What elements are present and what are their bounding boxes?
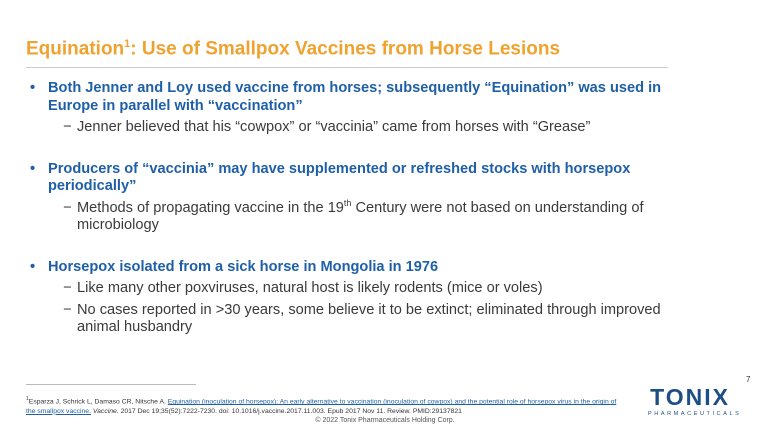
sub-bullet-2-1-sup: th: [343, 197, 352, 208]
title-footnote-marker: 1: [124, 38, 131, 50]
sub-bullet-2-1-before: Methods of propagating vaccine in the 19: [77, 199, 344, 216]
title-text: Equination: [26, 38, 125, 60]
sub-bullet-1-1-text: Jenner believed that his “cowpox” or “vaccinia” came from horses with “Grease”: [77, 119, 591, 135]
sub-bullet-2-1: [30, 197, 670, 235]
bullet-3: [30, 259, 670, 277]
footnote-divider: [26, 384, 196, 385]
logo-subtitle: PHARMACEUTICALS: [648, 411, 742, 417]
bullet-dot: •: [30, 160, 36, 177]
sub-bullet-3-1-text: Like many other poxviruses, natural host is likely rodents (mice or voles): [77, 280, 543, 296]
footnote-journal: Vaccine.: [90, 407, 119, 415]
title-divider: [26, 67, 668, 68]
bullet-dot: •: [30, 80, 36, 96]
bullet-3-text: Horsepox isolated from a sick horse in Mongolia in 1976: [48, 258, 439, 275]
sub-bullet-1-1: [30, 119, 670, 137]
sub-bullet-3-1: [30, 280, 670, 298]
title-rest: : Use of Smallpox Vaccines from Horse Lesions: [130, 38, 561, 60]
tonix-logo: [648, 384, 742, 424]
slide-title: [26, 38, 560, 60]
bullet-dot: •: [30, 258, 36, 275]
sub-bullet-3-2-text: No cases reported in >30 years, some believe it to be extinct; eliminated through improved animal husbandry: [77, 301, 661, 335]
sub-bullet-3-2: [30, 302, 670, 337]
sub-bullet-dash: −: [63, 280, 72, 296]
logo-wordmark: TONIX: [650, 384, 730, 410]
footnote-citation: 2017 Dec 19;35(52):7222-7230. doi: 10.1016/j.vaccine.2017.11.003. Epub 2017 Nov 11. Review. PMID:29137821: [118, 407, 462, 415]
bullet-1: [30, 80, 670, 115]
page-number: 7: [746, 375, 751, 384]
bullet-2-text: Producers of “vaccinia” may have supplemented or refreshed stocks with horsepox periodically”: [48, 160, 631, 194]
footnote-authors: Esparza J, Schrick L, Damaso CR, Nitsche A.: [28, 398, 168, 406]
footnote: [26, 395, 626, 416]
footnote-reference-link[interactable]: Equination (inoculation of horsepox): An early alternative to vaccination (inoculation of cowpox) and the potential role of horsepox virus in the origin of the smallpox vaccine.: [26, 398, 617, 415]
bullet-list: [30, 80, 670, 337]
bullet-2: [30, 161, 670, 196]
footnote-marker: 1: [26, 396, 29, 402]
copyright: © 2022 Tonix Pharmaceuticals Holding Corp.: [315, 417, 455, 424]
sub-bullet-dash: −: [63, 301, 72, 318]
sub-bullet-dash: −: [63, 199, 72, 216]
sub-bullet-dash: −: [63, 119, 72, 135]
bullet-1-text: Both Jenner and Loy used vaccine from horses; subsequently “Equination” was used in Europe in parallel with “vaccination”: [48, 80, 662, 114]
sub-bullet-2-1-after: Century were not based on understanding of microbiology: [77, 199, 644, 233]
